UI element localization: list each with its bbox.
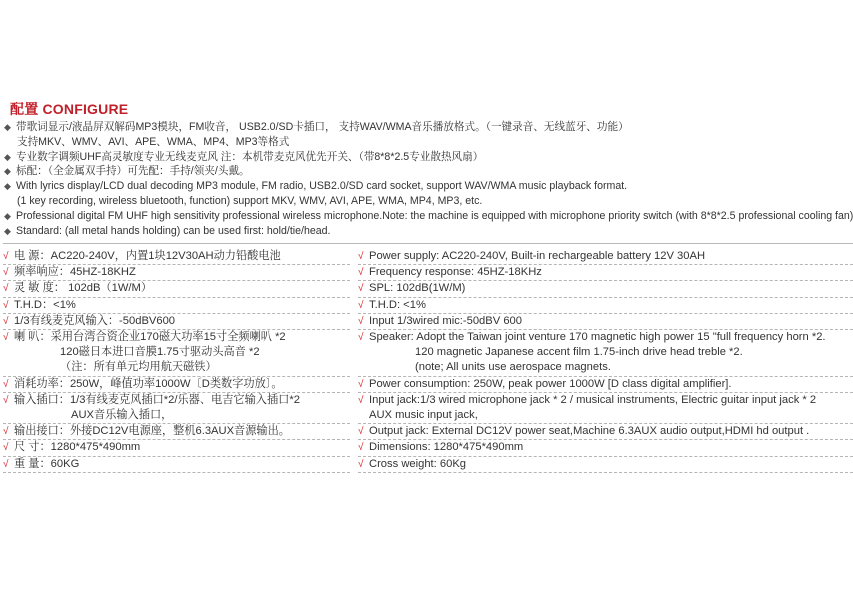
- spec-row: [3, 330, 350, 377]
- spec-row: [358, 265, 853, 281]
- feature-item: [4, 194, 850, 209]
- feature-list: [4, 120, 853, 238]
- feature-text: Standard: (all metal hands holding) can be used first: hold/tie/head.: [16, 224, 331, 237]
- spec-text: Speaker: Adopt the Taiwan joint venture 170 magnetic high power 15 "full frequency horn *2.: [369, 331, 826, 344]
- spec-text: 输出接口：外接DC12V电源座，整机6.3AUX音源输出。: [14, 425, 290, 438]
- spec-row: [358, 298, 853, 314]
- checkmark-icon: √: [358, 426, 364, 438]
- spec-text: 输入插口：1/3有线麦克风插口*2/乐器、电吉它输入插口*2: [14, 393, 300, 406]
- spec-text: AUX music input jack,: [369, 409, 478, 422]
- spec-text: SPL: 102dB(1W/M): [369, 282, 466, 295]
- spec-text: 喇 叭：采用台湾合资企业170磁大功率15寸全频喇叭 *2: [14, 331, 286, 344]
- diamond-bullet-icon: ◆: [4, 181, 11, 192]
- spec-row: [3, 393, 350, 424]
- diamond-bullet-icon: ◆: [4, 122, 11, 132]
- spec-row: [3, 440, 350, 456]
- checkmark-icon: √: [358, 267, 364, 279]
- spec-text: 重 量：60KG: [14, 457, 80, 470]
- feature-text: 支持MKV、WMV、AVI、APE、WMA、MP4、MP3等格式: [17, 135, 290, 148]
- feature-text: With lyrics display/LCD dual decoding MP3 module, FM radio, USB2.0/SD card socket, support WAV/WMA music playback format.: [16, 180, 628, 193]
- checkmark-icon: √: [3, 332, 9, 344]
- spec-text: 1/3有线麦克风输入：-50dBV600: [14, 314, 176, 327]
- diamond-bullet-icon: ◆: [4, 210, 11, 221]
- spec-text: 频率响应：45HZ-18KHZ: [14, 266, 136, 279]
- feature-item: [4, 164, 850, 179]
- checkmark-icon: √: [3, 299, 9, 311]
- feature-text: 带歌词显示/液晶屏双解码MP3模块，FM收音， USB2.0/SD卡插口， 支持WAV/WMA音乐播放格式。（一键录音、无线蓝牙、功能）: [16, 121, 629, 133]
- section-title: 配置 CONFIGURE: [10, 101, 129, 117]
- checkmark-icon: √: [3, 378, 9, 390]
- diamond-bullet-icon: ◆: [4, 151, 11, 162]
- spec-row: [358, 393, 853, 424]
- spec-text: Input jack:1/3 wired microphone jack * 2 / musical instruments, Electric guitar input jack * 2: [369, 393, 817, 406]
- spec-row: [358, 330, 853, 377]
- feature-item: [4, 120, 850, 135]
- spec-text: Frequency response: 45HZ-18KHz: [369, 266, 542, 279]
- spec-text: 120 magnetic Japanese accent film 1.75-inch drive head treble *2.: [415, 346, 743, 359]
- spec-text: 电 源：AC220-240V，内置1块12V30AH动力铅酸电池: [14, 250, 281, 262]
- checkmark-icon: √: [358, 332, 364, 344]
- checkmark-icon: √: [358, 251, 364, 262]
- checkmark-icon: √: [3, 283, 9, 295]
- spec-text: AUX音乐输入插口，: [71, 409, 173, 422]
- diamond-bullet-icon: ◆: [4, 225, 11, 236]
- checkmark-icon: √: [3, 394, 9, 406]
- spec-text: Input 1/3wired mic:-50dBV 600: [369, 314, 522, 327]
- spec-table-chinese: [3, 249, 350, 473]
- spec-row: [3, 265, 350, 281]
- feature-text: (1 key recording, wireless bluetooth, function) support MKV, WMV, AVI, APE, WMA, MP4, MP3, etc.: [17, 194, 483, 207]
- feature-item: [4, 209, 853, 224]
- divider: [3, 243, 853, 244]
- spec-text: (note; All units use aerospace magnets.: [415, 361, 611, 374]
- spec-row: [358, 281, 853, 297]
- spec-row: [358, 249, 853, 265]
- spec-row: [3, 314, 350, 330]
- checkmark-icon: √: [358, 315, 364, 327]
- feature-item: [4, 224, 850, 239]
- checkmark-icon: √: [358, 283, 364, 295]
- spec-text: 灵 敏 度： 102dB（1W/M）: [14, 282, 153, 295]
- spec-text: T.H.D：<1%: [14, 298, 76, 311]
- checkmark-icon: √: [3, 458, 9, 470]
- spec-row: [358, 440, 853, 456]
- checkmark-icon: √: [3, 315, 9, 327]
- spec-row: [358, 314, 853, 330]
- spec-text: Dimensions: 1280*475*490mm: [369, 441, 524, 454]
- feature-text: Professional digital FM UHF high sensitivity professional wireless microphone.Note: the machine is equipped with microphone priority switch (with 8*8*2.5 professional cooling fan): [16, 209, 853, 222]
- spec-table-english: [358, 249, 853, 473]
- spec-row: [3, 281, 350, 297]
- spec-row: [358, 457, 853, 473]
- checkmark-icon: √: [358, 378, 364, 390]
- diamond-bullet-icon: ◆: [4, 166, 11, 177]
- feature-item: [4, 135, 850, 150]
- spec-row: [3, 377, 350, 393]
- checkmark-icon: √: [358, 299, 364, 311]
- spec-text: 120磁日本进口音膜1.75寸驱动头高音 *2: [60, 346, 260, 359]
- feature-item: [4, 179, 850, 194]
- spec-row: [3, 424, 350, 440]
- checkmark-icon: √: [358, 442, 364, 454]
- spec-text: 消耗功率：250W，峰值功率1000W〔D类数字功放〕。: [14, 377, 283, 390]
- feature-text: 标配：（全金属双手持）可先配：手持/领夹/头戴。: [16, 165, 250, 178]
- spec-text: Cross weight: 60Kg: [369, 457, 467, 470]
- checkmark-icon: √: [358, 458, 364, 470]
- spec-row: [3, 249, 350, 265]
- spec-row: [358, 424, 853, 440]
- spec-text: Power supply: AC220-240V, Built-in rechargeable battery 12V 30AH: [369, 250, 706, 262]
- spec-row: [3, 457, 350, 473]
- checkmark-icon: √: [3, 251, 9, 262]
- spec-text: （注：所有单元均用航天磁铁）: [60, 361, 217, 374]
- feature-text: 专业数字调频UHF高灵敏度专业无线麦克风 注：本机带麦克风优先开关、（带8*8*2.5专业散热风扇）: [16, 150, 484, 163]
- spec-row: [358, 377, 853, 393]
- spec-text: Power consumption: 250W, peak power 1000W [D class digital amplifier].: [369, 377, 732, 390]
- feature-item: [4, 150, 850, 165]
- checkmark-icon: √: [3, 442, 9, 454]
- spec-row: [3, 298, 350, 314]
- checkmark-icon: √: [3, 426, 9, 438]
- checkmark-icon: √: [358, 394, 364, 406]
- checkmark-icon: √: [3, 267, 9, 279]
- spec-text: 尺 寸：1280*475*490mm: [14, 441, 141, 454]
- spec-text: T.H.D: <1%: [369, 298, 426, 311]
- spec-text: Output jack: External DC12V power seat,Machine 6.3AUX audio output,HDMI hd output .: [369, 425, 810, 438]
